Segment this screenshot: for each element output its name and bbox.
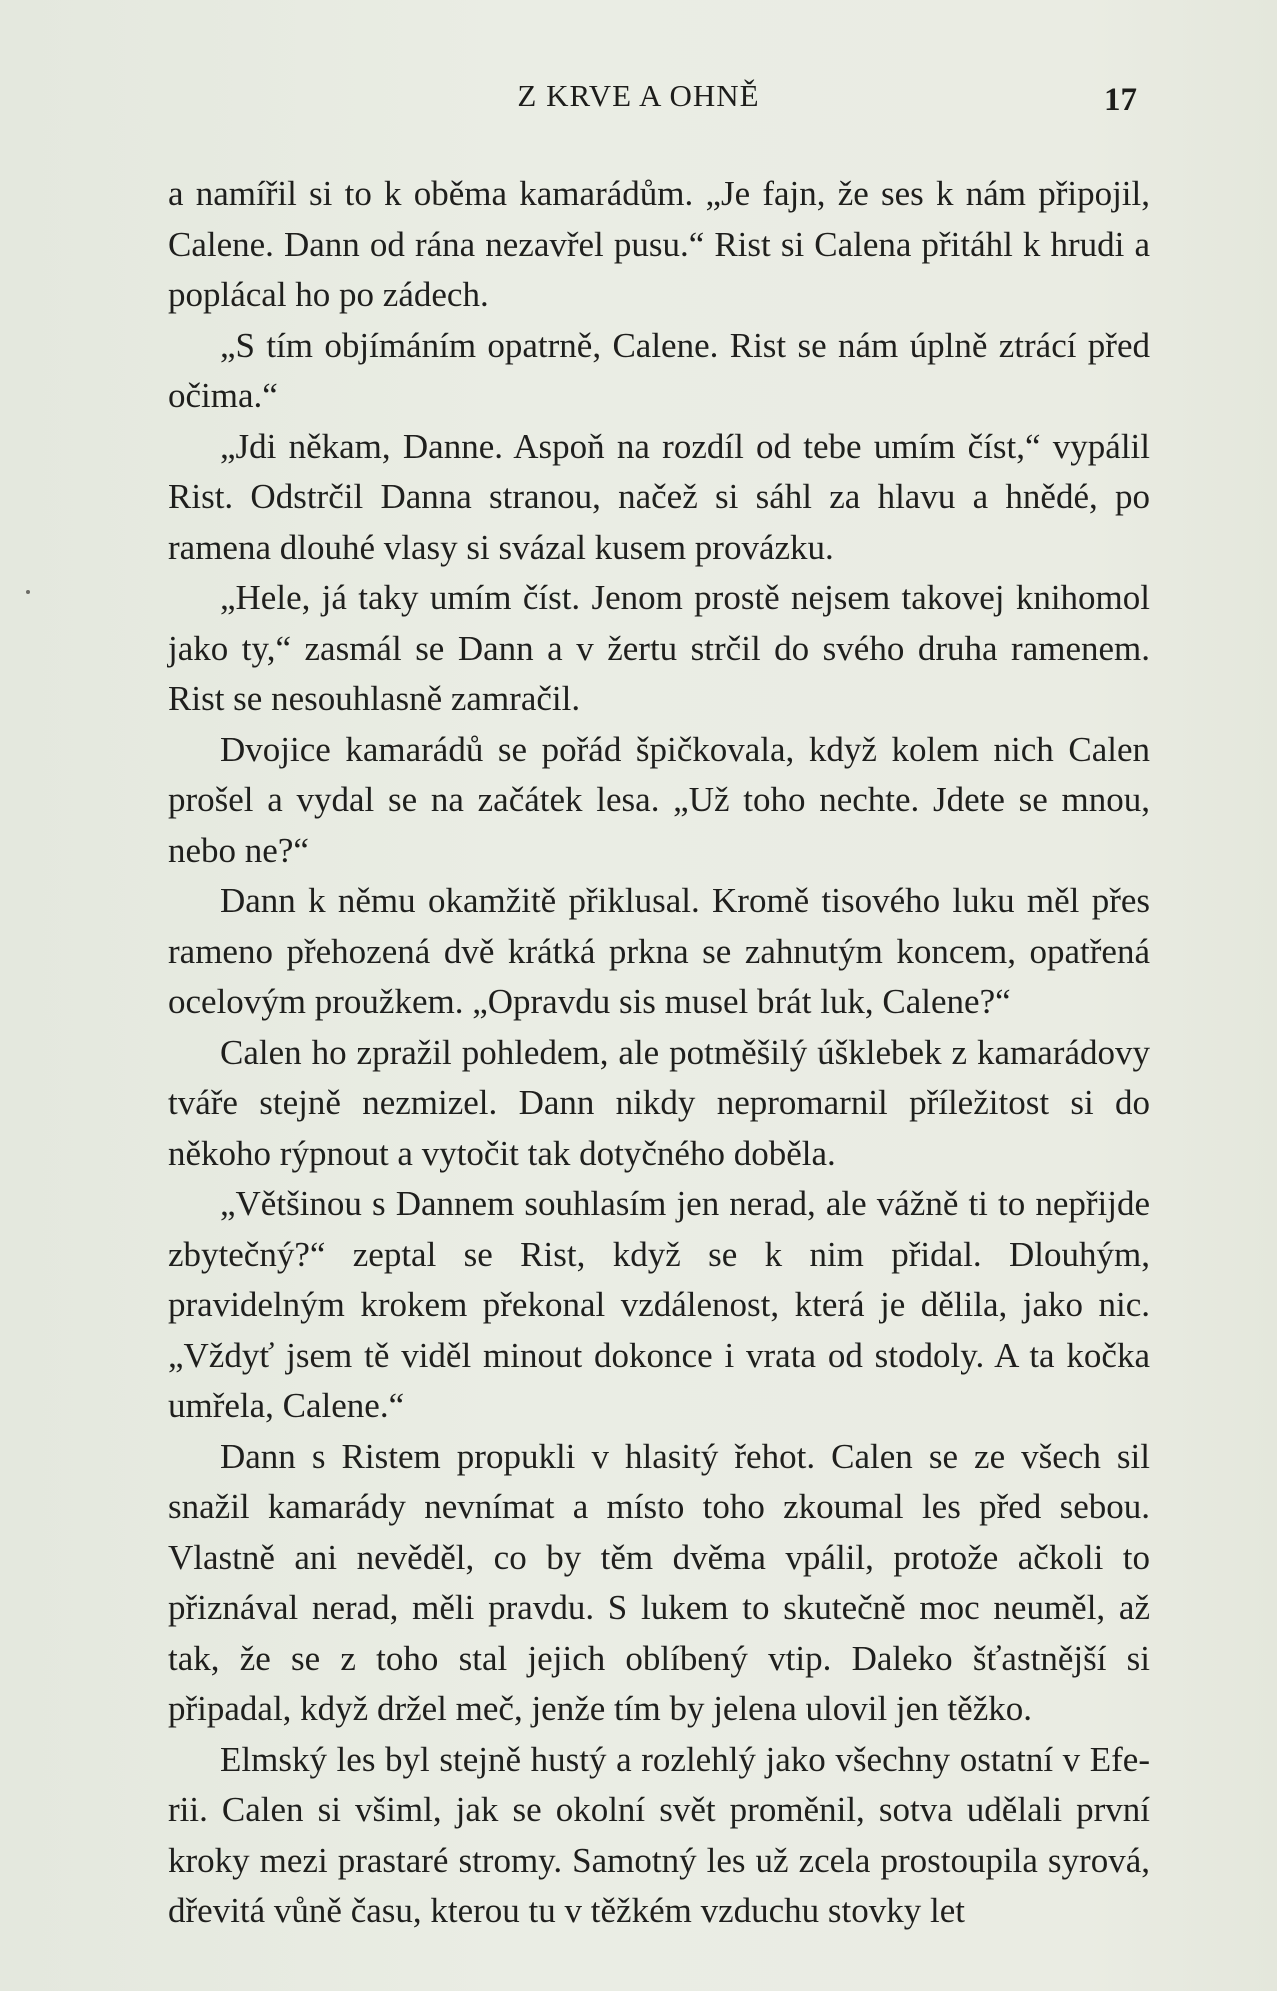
paragraph: „Většinou s Dannem souhlasím jen nerad, ale vážně ti to nepřijde zbytečný?“ zeptal se Rist, když se k nim přidal. Dlouhým, pravidelným krokem překonal vzdálenost, která je dělila, jako nic. „Vždyť jsem tě viděl minout dokonce i vrata od stodoly. A ta kočka umřela, Calene.“	[168, 1184, 1150, 1425]
paragraph: Dvojice kamarádů se pořád špičkovala, když kolem nich Calen prošel a vydal se na začátek lesa. „Už toho nechte. Jdete se mnou, nebo ne?“	[168, 729, 1150, 870]
page-number: 17	[1104, 82, 1137, 118]
paragraph: a namířil si to k oběma kamarádům. „Je fajn, že ses k nám připojil, Calene. Dann od rána nezavřel pusu.“ Rist si Calena přitáhl k hrudi a poplácal ho po zádech.	[168, 174, 1150, 314]
paragraph: „Jdi někam, Danne. Aspoň na rozdíl od tebe umím číst,“ vypálil Rist. Odstrčil Danna stranou, načež si sáhl za hlavu a hnědé, po ramena dlouhé vlasy si svázal kusem provázku.	[168, 426, 1150, 567]
paragraph: Dann s Ristem propukli v hlasitý řehot. Calen se ze všech sil snažil kamarády nevnímat a místo toho zkoumal les před sebou. Vlastně ani nevěděl, co by těm dvěma vpálil, protože ačkoli to přiznával nerad, měli pravdu. S lukem to skutečně moc neuměl, až tak, že se z toho stal jejich oblíbený vtip. Daleko šťastnější si připadal, když držel meč, jenže tím by jelena ulovil jen těžko.	[168, 1436, 1150, 1728]
paper-speck	[26, 590, 30, 594]
paragraph: „S tím objímáním opatrně, Calene. Rist se nám úplně ztrácí před očima.“	[168, 325, 1150, 415]
paragraph: „Hele, já taky umím číst. Jenom prostě nejsem takovej knihomol jako ty,“ zasmál se Dann a v žertu strčil do svého druha ramenem. Rist se nesouhlasně zamračil.	[168, 578, 1150, 718]
body-text	[168, 169, 1150, 1937]
paragraph: Calen ho zpražil pohledem, ale potměšilý úšklebek z kamarádovy tváře stejně nezmizel. Dann nikdy nepromarnil příležitost si do někoho rýpnout a vytočit tak dotyčného doběla.	[168, 1032, 1150, 1173]
running-title: Z KRVE A OHNĚ	[517, 78, 760, 113]
paragraph: Elmský les byl stejně hustý a rozlehlý jako všechny ostatní v Eferii. Calen si všiml, jak se okolní svět proměnil, sotva udělali první kroky mezi prastaré stromy. Samotný les už zcela prostoupila syrová, dřevitá vůně času, kterou tu v těžkém vzduchu stovky let	[168, 1739, 1150, 1930]
paragraph: Dann k němu okamžitě přiklusal. Kromě tisového luku měl přes rameno přehozená dvě krátká prkna se zahnutým koncem, opatřená ocelovým proužkem. „Opravdu sis musel brát luk, Calene?“	[168, 881, 1150, 1021]
